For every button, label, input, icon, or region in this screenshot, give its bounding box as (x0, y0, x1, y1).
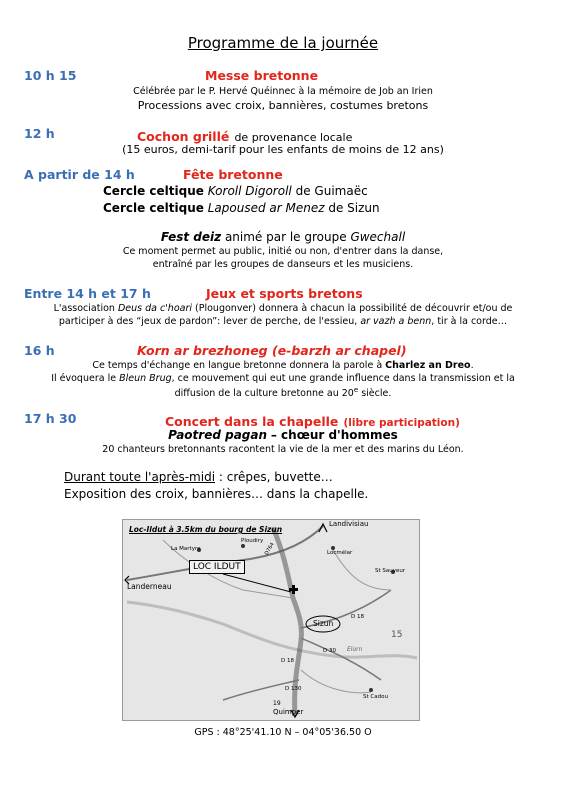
concert-price: (libre participation) (343, 417, 460, 429)
town-la-martyre: La Martyre (171, 546, 201, 552)
concert-choir: Paotred pagan – chœur d'hommes (168, 428, 398, 442)
loc-ildut-label: LOC ILDUT (189, 560, 245, 574)
cochon-origin: de provenance locale (234, 131, 353, 144)
river-elorn: Elorn (347, 646, 363, 653)
jeux-line-1: L'association Deus da c'hoari (Plougonver) donnera à chacun la possibilité de découvrir et/ou de (53, 303, 513, 314)
time-messe: 10 h 15 (24, 68, 77, 83)
time-korn: 16 h (24, 343, 55, 358)
fest-deiz-line: Fest deiz animé par le groupe Gwechall (160, 230, 406, 244)
road-d764: D764 (263, 541, 276, 557)
time-fete: A partir de 14 h (24, 167, 135, 182)
korn-line-1: Ce temps d'échange en langue bretonne donnera la parole à Charlez an Dreo. (92, 360, 474, 371)
road-d30: D 30 (323, 648, 336, 654)
cochon-price: (15 euros, demi-tarif pour les enfants de moins de 12 ans) (122, 143, 444, 156)
event-cochon: Cochon grillé (137, 129, 230, 144)
road-d18-b: D 18 (281, 658, 294, 664)
map-header: Loc-Ildut à 3.5km du bourg de Sizun (129, 525, 283, 534)
town-landivisiau: Landivisiau (329, 520, 369, 528)
town-locmelar: Locmélar (327, 550, 353, 556)
fest-deiz-desc-1: Ce moment permet au public, initié ou non, d'entrer dans la danse, (122, 246, 444, 257)
jeux-line-2: participer à des “jeux de pardon”: lever de perche, de l'essieu, ar vazh a benn, tir à la corde… (58, 316, 508, 327)
town-landerneau: Landerneau (127, 582, 172, 591)
event-messe: Messe bretonne (205, 68, 319, 83)
road-19: 19 (273, 700, 281, 707)
event-concert: Concert dans la chapelle (165, 414, 339, 429)
cercle-sizun: Cercle celtique Lapoused ar Menez de Sizun (103, 201, 380, 215)
messe-line-1: Célébrée par le P. Hervé Quéinnec à la mémoire de Job an Irien (133, 86, 433, 97)
afternoon-line-2: Exposition des croix, bannières… dans la chapelle. (64, 487, 369, 501)
town-ploudiry: Ploudiry (241, 538, 264, 544)
location-map (122, 519, 420, 721)
event-fete: Fête bretonne (183, 167, 283, 182)
event-jeux: Jeux et sports bretons (206, 286, 363, 301)
time-cochon: 12 h (24, 126, 55, 141)
afternoon-line-1: Durant toute l'après-midi : crêpes, buvette… (64, 470, 333, 484)
time-jeux: Entre 14 h et 17 h (24, 286, 151, 301)
town-quimper: Quimper (273, 708, 304, 716)
cercle-guimaec: Cercle celtique Koroll Digoroll de Guimaëc (103, 184, 368, 198)
korn-line-3: diffusion de la culture bretonne au 20e siècle. (174, 386, 392, 400)
town-sizun: Sizun (313, 619, 334, 628)
town-st-sauveur: St Sauveur (375, 568, 406, 574)
concert-desc: 20 chanteurs bretonnants racontent la vie de la mer et des marins du Léon. (102, 444, 464, 455)
town-st-cadou: St Cadou (363, 694, 388, 700)
event-korn: Korn ar brezhoneg (e-barzh ar chapel) (137, 343, 407, 358)
time-concert: 17 h 30 (24, 411, 77, 426)
road-d130: D 130 (285, 686, 302, 692)
gps-coordinates: GPS : 48°25'41.10 N – 04°05'36.50 O (194, 727, 372, 738)
messe-line-2: Processions avec croix, bannières, costumes bretons (137, 99, 429, 112)
korn-line-2: Il évoquera le Bleun Brug, ce mouvement qui eut une grande influence dans la transmission et la (51, 373, 515, 384)
road-15: 15 (391, 630, 403, 640)
page-title: Programme de la journée (187, 34, 379, 52)
fest-deiz-desc-2: entraîné par les groupes de danseurs et les musiciens. (152, 259, 414, 270)
road-d18-a: D 18 (351, 614, 364, 620)
